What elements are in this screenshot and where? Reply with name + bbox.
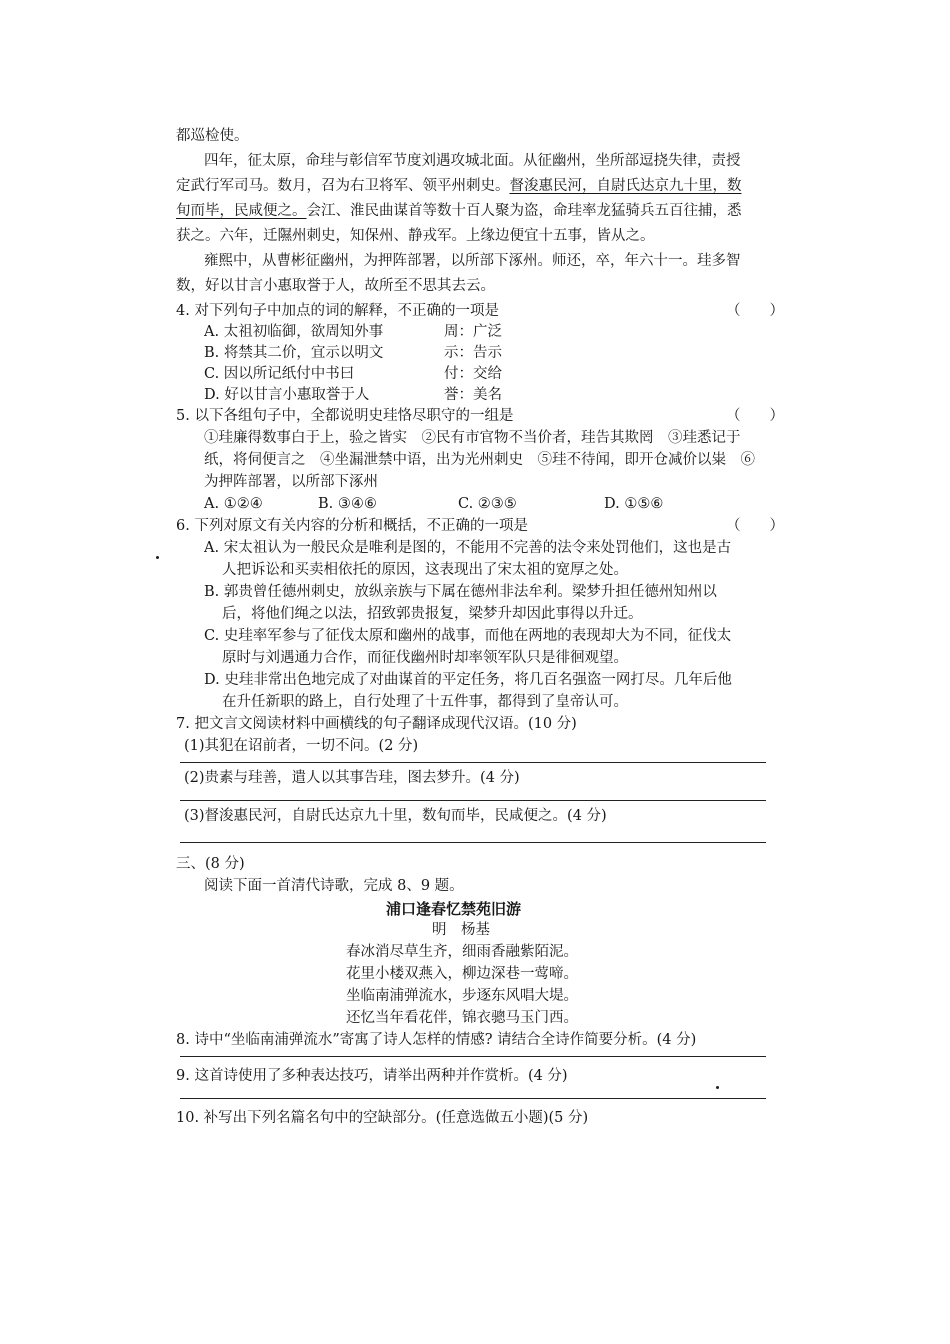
passage-line-7: 数，好以甘言小惠取誉于人，故所至不思其去云。 xyxy=(176,278,495,294)
poem-verse-3: 坐临南浦弹流水，步逐东风唱大堤。 xyxy=(346,988,578,1004)
q4-option-c: C. 因以所记纸付中书曰 xyxy=(204,366,355,382)
q4-option-b-gloss: 示：告示 xyxy=(444,345,502,361)
passage-line-1: 都巡检使。 xyxy=(176,128,249,144)
q8-answer-line[interactable] xyxy=(180,1056,766,1057)
q6-stem: 6. 下列对原文有关内容的分析和概括，不正确的一项是 xyxy=(176,518,528,534)
q7-answer-line-3[interactable] xyxy=(180,842,766,843)
q10-stem: 10. 补写出下列名篇名句中的空缺部分。(任意选做五小题)(5 分) xyxy=(176,1110,589,1126)
section-3-heading: 三、(8 分) xyxy=(176,856,245,872)
q7-stem: 7. 把文言文阅读材料中画横线的句子翻译成现代汉语。(10 分) xyxy=(176,716,577,732)
q5-option-a: A. ①②④ xyxy=(204,496,263,512)
q6-option-d-line-1: D. 史珪非常出色地完成了对曲谋首的平定任务，将几百名强盗一网打尽。几年后他 xyxy=(204,672,732,688)
q4-option-a: A. 太祖初临御，欲周知外事 xyxy=(204,324,384,340)
q6-option-b-line-2: 后，将他们绳之以法，招致郭贵报复，梁梦升却因此事得以升迁。 xyxy=(222,606,643,622)
passage-line-5: 获之。六年，迁隰州刺史，知保州、静戎军。上缘边便宜十五事，皆从之。 xyxy=(176,228,655,244)
q7-answer-line-1[interactable] xyxy=(180,762,766,763)
passage-line-4 xyxy=(176,201,742,221)
q5-stem: 5. 以下各组句子中，全都说明史珪恪尽职守的一组是 xyxy=(176,408,514,424)
q6-option-b-line-1: B. 郭贵曾任德州刺史，放纵亲族与下属在德州非法牟利。梁梦升担任德州知州以 xyxy=(204,584,717,600)
passage-line-4-text: 会江、淮民曲谋首等数十百人聚为盗，命珪率龙猛骑兵五百往捕，悉 xyxy=(306,203,742,219)
q4-option-b: B. 将禁其二价，宜示以明文 xyxy=(204,345,384,361)
q7-sentence-2: (2)贵素与珪善，遣人以其事告珪，图去梦升。(4 分) xyxy=(184,770,520,786)
poem-verse-2: 花里小楼双燕入，柳边深巷一莺啼。 xyxy=(346,966,578,982)
q5-option-b: B. ③④⑥ xyxy=(318,496,377,512)
poem-verse-4: 还忆当年看花伴，锦衣骢马玉门西。 xyxy=(346,1010,578,1026)
passage-line-3 xyxy=(176,176,742,196)
poem-author: 明 杨基 xyxy=(432,922,490,938)
passage-line-3-text: 定武行军司马。数月，召为右卫将军、领平州刺史。 xyxy=(176,178,510,194)
q4-option-d: D. 好以甘言小惠取誉于人 xyxy=(204,387,370,403)
underlined-sentence-3b: 旬而毕，民咸便之。 xyxy=(176,203,307,219)
passage-line-6: 雍熙中，从曹彬征幽州，为押阵部署，以所部下涿州。师还，卒，年六十一。珪多智 xyxy=(204,253,741,269)
q8-stem: 8. 诗中“坐临南浦弹流水”寄寓了诗人怎样的情感? 请结合全诗作简要分析。(4 分) xyxy=(176,1032,697,1048)
q5-items-line-1: ①珪廉得数事白于上，验之皆实 ②民有市官物不当价者，珪告其欺罔 ③珪悉记于 xyxy=(204,430,741,446)
q5-items-line-3: 为押阵部署，以所部下涿州 xyxy=(204,474,378,490)
q4-stem: 4. 对下列句子中加点的词的解释，不正确的一项是 xyxy=(176,303,499,319)
q7-sentence-3: (3)督浚惠民河，自尉氏达京九十里，数旬而毕，民咸便之。(4 分) xyxy=(184,808,607,824)
stray-dot xyxy=(156,556,159,559)
q4-option-a-gloss: 周：广泛 xyxy=(444,324,502,340)
q6-option-c-line-2: 原时与刘遇通力合作，而征伐幽州时却率领军队只是徘徊观望。 xyxy=(222,650,628,666)
poem-title: 浦口逢春忆禁苑旧游 xyxy=(386,900,522,918)
q5-option-d: D. ①⑤⑥ xyxy=(604,496,664,512)
q9-stem: 9. 这首诗使用了多种表达技巧，请举出两种并作赏析。(4 分) xyxy=(176,1068,568,1084)
q4-option-d-gloss: 誉：美名 xyxy=(444,387,502,403)
q6-option-a-line-2: 人把诉讼和买卖相依托的原因，这表现出了宋太祖的宽厚之处。 xyxy=(222,562,628,578)
underlined-sentence-3a: 督浚惠民河，自尉氏达京九十里，数 xyxy=(509,178,742,194)
q5-option-c: C. ②③⑤ xyxy=(458,496,517,512)
q6-option-d-line-2: 在升任新职的路上，自行处理了十五件事，都得到了皇帝认可。 xyxy=(222,694,628,710)
q4-answer-paren[interactable]: （ ） xyxy=(726,303,784,319)
q5-items-line-2: 纸，将伺便言之 ④坐漏泄禁中语，出为光州刺史 ⑤珪不待闻，即开仓减价以粜 ⑥ xyxy=(204,452,755,468)
stray-dot-2 xyxy=(716,1086,719,1089)
section-3-intro: 阅读下面一首清代诗歌，完成 8、9 题。 xyxy=(204,878,464,894)
q5-answer-paren[interactable]: （ ） xyxy=(726,408,784,424)
q7-sentence-1: (1)其犯在诏前者，一切不问。(2 分) xyxy=(184,738,419,754)
q7-answer-line-2[interactable] xyxy=(180,800,766,801)
passage-line-2: 四年，征太原，命珪与彰信军节度刘遇攻城北面。从征幽州，坐所部逗挠失律，责授 xyxy=(204,153,741,169)
q4-option-c-gloss: 付：交给 xyxy=(444,366,502,382)
q6-option-c-line-1: C. 史珪率军参与了征伐太原和幽州的战事，而他在两地的表现却大为不同，征伐太 xyxy=(204,628,732,644)
q9-answer-line[interactable] xyxy=(180,1098,766,1099)
q6-option-a-line-1: A. 宋太祖认为一般民众是唯利是图的，不能用不完善的法令来处罚他们，这也是古 xyxy=(204,540,732,556)
q6-answer-paren[interactable]: （ ） xyxy=(726,518,784,534)
poem-verse-1: 春冰消尽草生齐，细雨香融紫陌泥。 xyxy=(346,944,578,960)
